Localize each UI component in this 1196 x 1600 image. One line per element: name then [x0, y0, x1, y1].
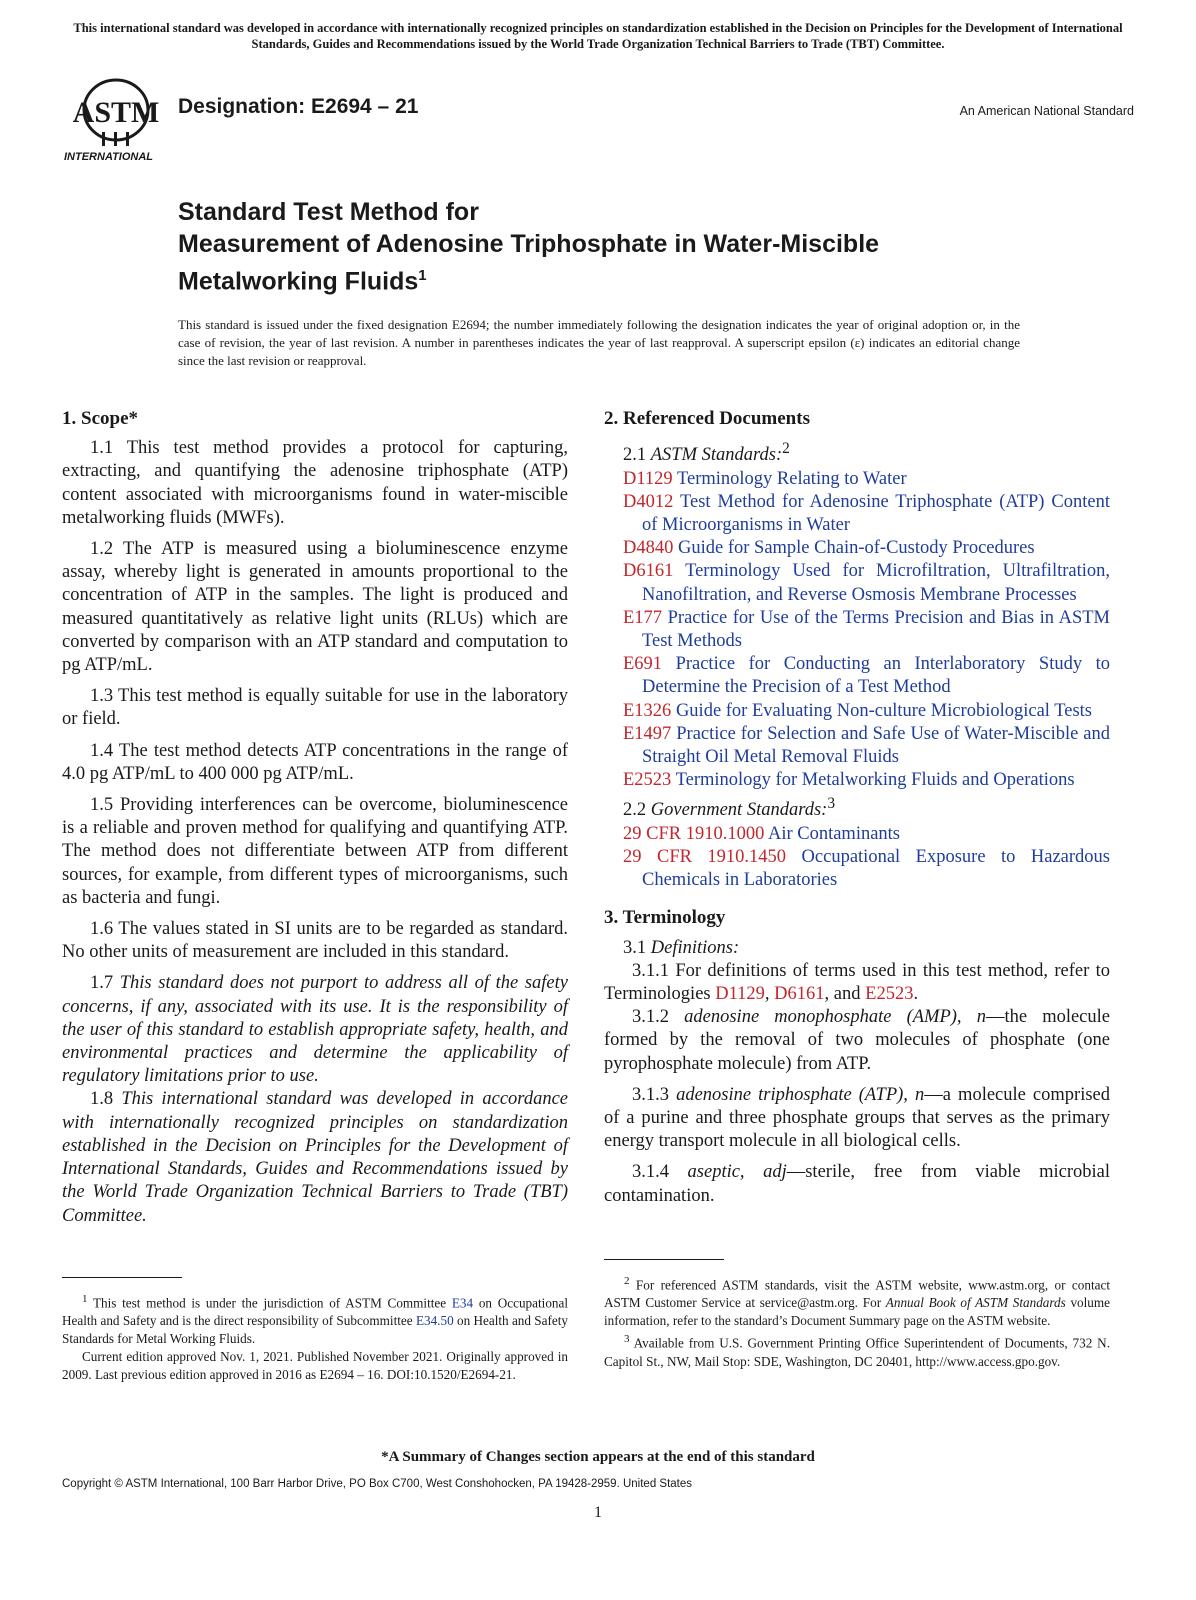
footnote-2: $^2$ For referenced ASTM standards, visit the ASTM website, www.astm.org, or contact ASTM Customer Service at service@astm.org. For Annual Book of ASTM Standards volume information, refer to the standard’s Document Summary page on the ASTM website. — [604, 1275, 1111, 1329]
astm-logo-icon — [62, 76, 166, 164]
issued-note: This standard is issued under the fixed designation E2694; the number immediately following the designation indicates the year of original adoption or, in the case of revision, the year of last revision. A number in parentheses indicates the year of last reapproval. A superscript epsilon (ε) indicates an editorial change since the last revision or reapproval. — [178, 317, 1020, 368]
reference-title-link[interactable]: Guide for Evaluating Non-culture Microbiological Tests — [675, 700, 1092, 721]
logo-caption: INTERNATIONAL — [64, 151, 154, 163]
scope-1-3: 1.3 This test method is equally suitable for use in the laboratory or field. — [62, 686, 568, 730]
terminology-heading: 3. Terminology — [604, 907, 726, 929]
right-column — [604, 407, 1110, 1216]
term-3-1-3: 3.1.3 adenosine triphosphate (ATP), n—a molecule comprised of a purine and three phosphate groups that serves as the primary energy transport molecule in all biological cells. — [604, 1084, 1110, 1152]
footnote-divider-right — [604, 1259, 724, 1260]
reference-item — [604, 653, 1110, 699]
footnote-divider-left — [62, 1277, 182, 1278]
reference-title-link[interactable]: Occupational Exposure to Hazardous Chemicals in Laboratories — [642, 846, 1110, 891]
link-e34-50[interactable]: E34.50 — [415, 1313, 454, 1329]
footnote-3: $^3$ Available from U.S. Government Printing Office Superintendent of Documents, 732 N. Capitol St., NW, Mail Stop: SDE, Washington, DC 20401, http://www.access.gpo.gov. — [604, 1333, 1110, 1369]
reference-code-link[interactable]: E177 — [623, 607, 663, 628]
reference-code-link[interactable]: 29 CFR 1910.1000 — [623, 823, 765, 844]
reference-item — [604, 607, 1110, 653]
reference-code-link[interactable]: 29 CFR 1910.1450 — [623, 846, 787, 867]
copyright: Copyright © ASTM International, 100 Barr Harbor Drive, PO Box C700, West Conshohocken, PA 19428-2959. United States — [62, 1478, 693, 1490]
reference-item — [604, 846, 1110, 892]
reference-code-link[interactable]: D6161 — [623, 561, 674, 582]
term-3-1-2: 3.1.2 adenosine monophosphate (AMP), n—the molecule formed by the removal of two molecules of phosphate (one pyrophosphate molecule) from ATP. — [604, 1007, 1110, 1074]
national-standard-label: An American National Standard — [959, 104, 1134, 118]
reference-code-link[interactable]: D4840 — [623, 538, 674, 559]
link-d6161[interactable]: D6161 — [774, 983, 825, 1004]
reference-code-link[interactable]: E1326 — [623, 700, 672, 721]
reference-code-link[interactable]: E1497 — [623, 723, 672, 744]
scope-1-8: 1.8 This international standard was developed in accordance with internationally recognized principles on standardization established in the Decision on Principles for the Development of International Standards, Guides and Recommendations issued by the World Trade Organization Technical Barriers to Trade (TBT) Committee. — [62, 1089, 568, 1226]
scope-1-4: 1.4 The test method detects ATP concentrations in the range of 4.0 pg ATP/mL to 400 000 pg ATP/mL. — [62, 740, 568, 784]
page-number: 1 — [594, 1504, 602, 1521]
definitions-label: 3.1 Definitions: — [623, 937, 740, 958]
reference-item — [604, 468, 1110, 491]
reference-title-link[interactable]: Terminology Used for Microfiltration, Ultrafiltration, Nanofiltration, and Reverse Osmosis Membrane Processes — [642, 561, 1110, 605]
astm-reference-list — [604, 468, 1110, 793]
government-standards-label: 2.2 Government Standards:$^3$ — [623, 795, 836, 821]
logo-text: ASTM — [72, 96, 160, 129]
reference-title-link[interactable]: Practice for Selection and Safe Use of Water-Miscible and Straight Oil Metal Removal Fluids — [642, 723, 1111, 767]
footnote-1-edition: Current edition approved Nov. 1, 2021. Published November 2021. Originally approved in 2009. Last previous edition approved in 2016 as E2694 – 16. DOI:10.1520/E2694-21. — [62, 1349, 568, 1383]
left-column — [62, 407, 568, 1228]
link-e34[interactable]: E34 — [451, 1295, 474, 1311]
reference-code-link[interactable]: D4012 — [623, 491, 674, 512]
scope-heading: 1. Scope* — [62, 408, 138, 429]
reference-title-link[interactable]: Guide for Sample Chain-of-Custody Procedures — [678, 538, 1035, 559]
reference-code-link[interactable]: D1129 — [623, 468, 673, 489]
reference-code-link[interactable]: E2523 — [623, 770, 672, 791]
referenced-heading: 2. Referenced Documents — [604, 408, 810, 429]
title-line-3: Metalworking Fluids — [178, 267, 419, 296]
scope-1-1: 1.1 This test method provides a protocol for capturing, extracting, and quantifying the adenosine triphosphate (ATP) content associated with microorganisms found in water-miscible metalworking fluids (MWFs). — [62, 438, 568, 528]
reference-item — [604, 537, 1110, 560]
title-footnote-mark: 1 — [418, 267, 427, 284]
government-reference-list — [604, 823, 1110, 893]
title-line-1: Standard Test Method for — [178, 198, 479, 226]
reference-title-link[interactable]: Terminology for Metalworking Fluids and Operations — [675, 770, 1075, 791]
reference-title-link[interactable]: Test Method for Adenosine Triphosphate (ATP) Content of Microorganisms in Water — [642, 491, 1110, 535]
astm-standards-label: 2.1 ASTM Standards:$^2$ — [623, 440, 790, 466]
reference-title-link[interactable]: Practice for Use of the Terms Precision and Bias in ASTM Test Methods — [642, 607, 1110, 651]
term-3-1-1: 3.1.1 For definitions of terms used in this test method, refer to Terminologies D1129, D6161, and E2523. — [604, 960, 1110, 1004]
reference-title-link[interactable]: Practice for Conducting an Interlaboratory Study to Determine the Precision of a Test Method — [642, 654, 1111, 698]
reference-code-link[interactable]: E691 — [623, 654, 663, 675]
scope-1-5: 1.5 Providing interferences can be overcome, bioluminescence is a reliable and proven method for qualifying and quantifying ATP. The method does not differentiate between ATP from different sources, for example, from different types of microorganisms, such as bacteria and fungi. — [62, 795, 568, 908]
top-notice: This international standard was developed in accordance with internationally recognized principles on standardization established in the Decision on Principles for the Development of International Standards, Guides and Recommendations issued by the World Trade Organization Technical Barriers to Trade (TBT) Committee. — [73, 21, 1123, 51]
link-d1129[interactable]: D1129 — [715, 983, 765, 1004]
page-title — [178, 196, 879, 297]
reference-title-link[interactable]: Terminology Relating to Water — [676, 468, 907, 489]
scope-1-6: 1.6 The values stated in SI units are to be regarded as standard. No other units of measurement are included in this standard. — [62, 919, 568, 963]
reference-item — [604, 491, 1110, 537]
designation: Designation: E2694 – 21 — [178, 95, 419, 118]
reference-item — [604, 560, 1110, 606]
summary-note: *A Summary of Changes section appears at the end of this standard — [381, 1449, 815, 1465]
reference-item — [604, 723, 1110, 769]
reference-title-link[interactable]: Air Contaminants — [767, 823, 901, 844]
scope-1-2: 1.2 The ATP is measured using a bioluminescence enzyme assay, whereby light is generated in amounts proportional to the concentration of ATP in the samples. The light is produced and measured quantitatively as relative light units (RLUs) which are converted by comparison with an ATP standard and computation to pg ATP/mL. — [62, 539, 568, 676]
reference-item — [604, 823, 1110, 846]
footnote-1: $^1$ This test method is under the jurisdiction of ASTM Committee E34 on Occupational Health and Safety and is the direct responsibility of Subcommittee E34.50 on Health and Safety Standards for Metal Working Fluids. Current edition approved Nov. 1, 2021. Published November 2021. Originally approved in 2009. Last previous edition approved in 2016 as E2694 – 16. DOI:10.1520/E2694-21. — [62, 1293, 569, 1383]
link-e2523[interactable]: E2523 — [865, 983, 914, 1004]
title-line-2: Measurement of Adenosine Triphosphate in Water-Miscible — [178, 230, 880, 258]
scope-1-7: 1.7 This standard does not purport to address all of the safety concerns, if any, associated with its use. It is the responsibility of the user of this standard to establish appropriate safety, health, and environmental practices and determine the applicability of regulatory limitations prior to use. — [62, 973, 568, 1087]
reference-item — [604, 700, 1110, 723]
term-3-1-4: 3.1.4 aseptic, adj—sterile, free from viable microbial contamination. — [604, 1162, 1110, 1206]
footnotes-right — [604, 1272, 1110, 1371]
reference-item — [604, 769, 1110, 792]
